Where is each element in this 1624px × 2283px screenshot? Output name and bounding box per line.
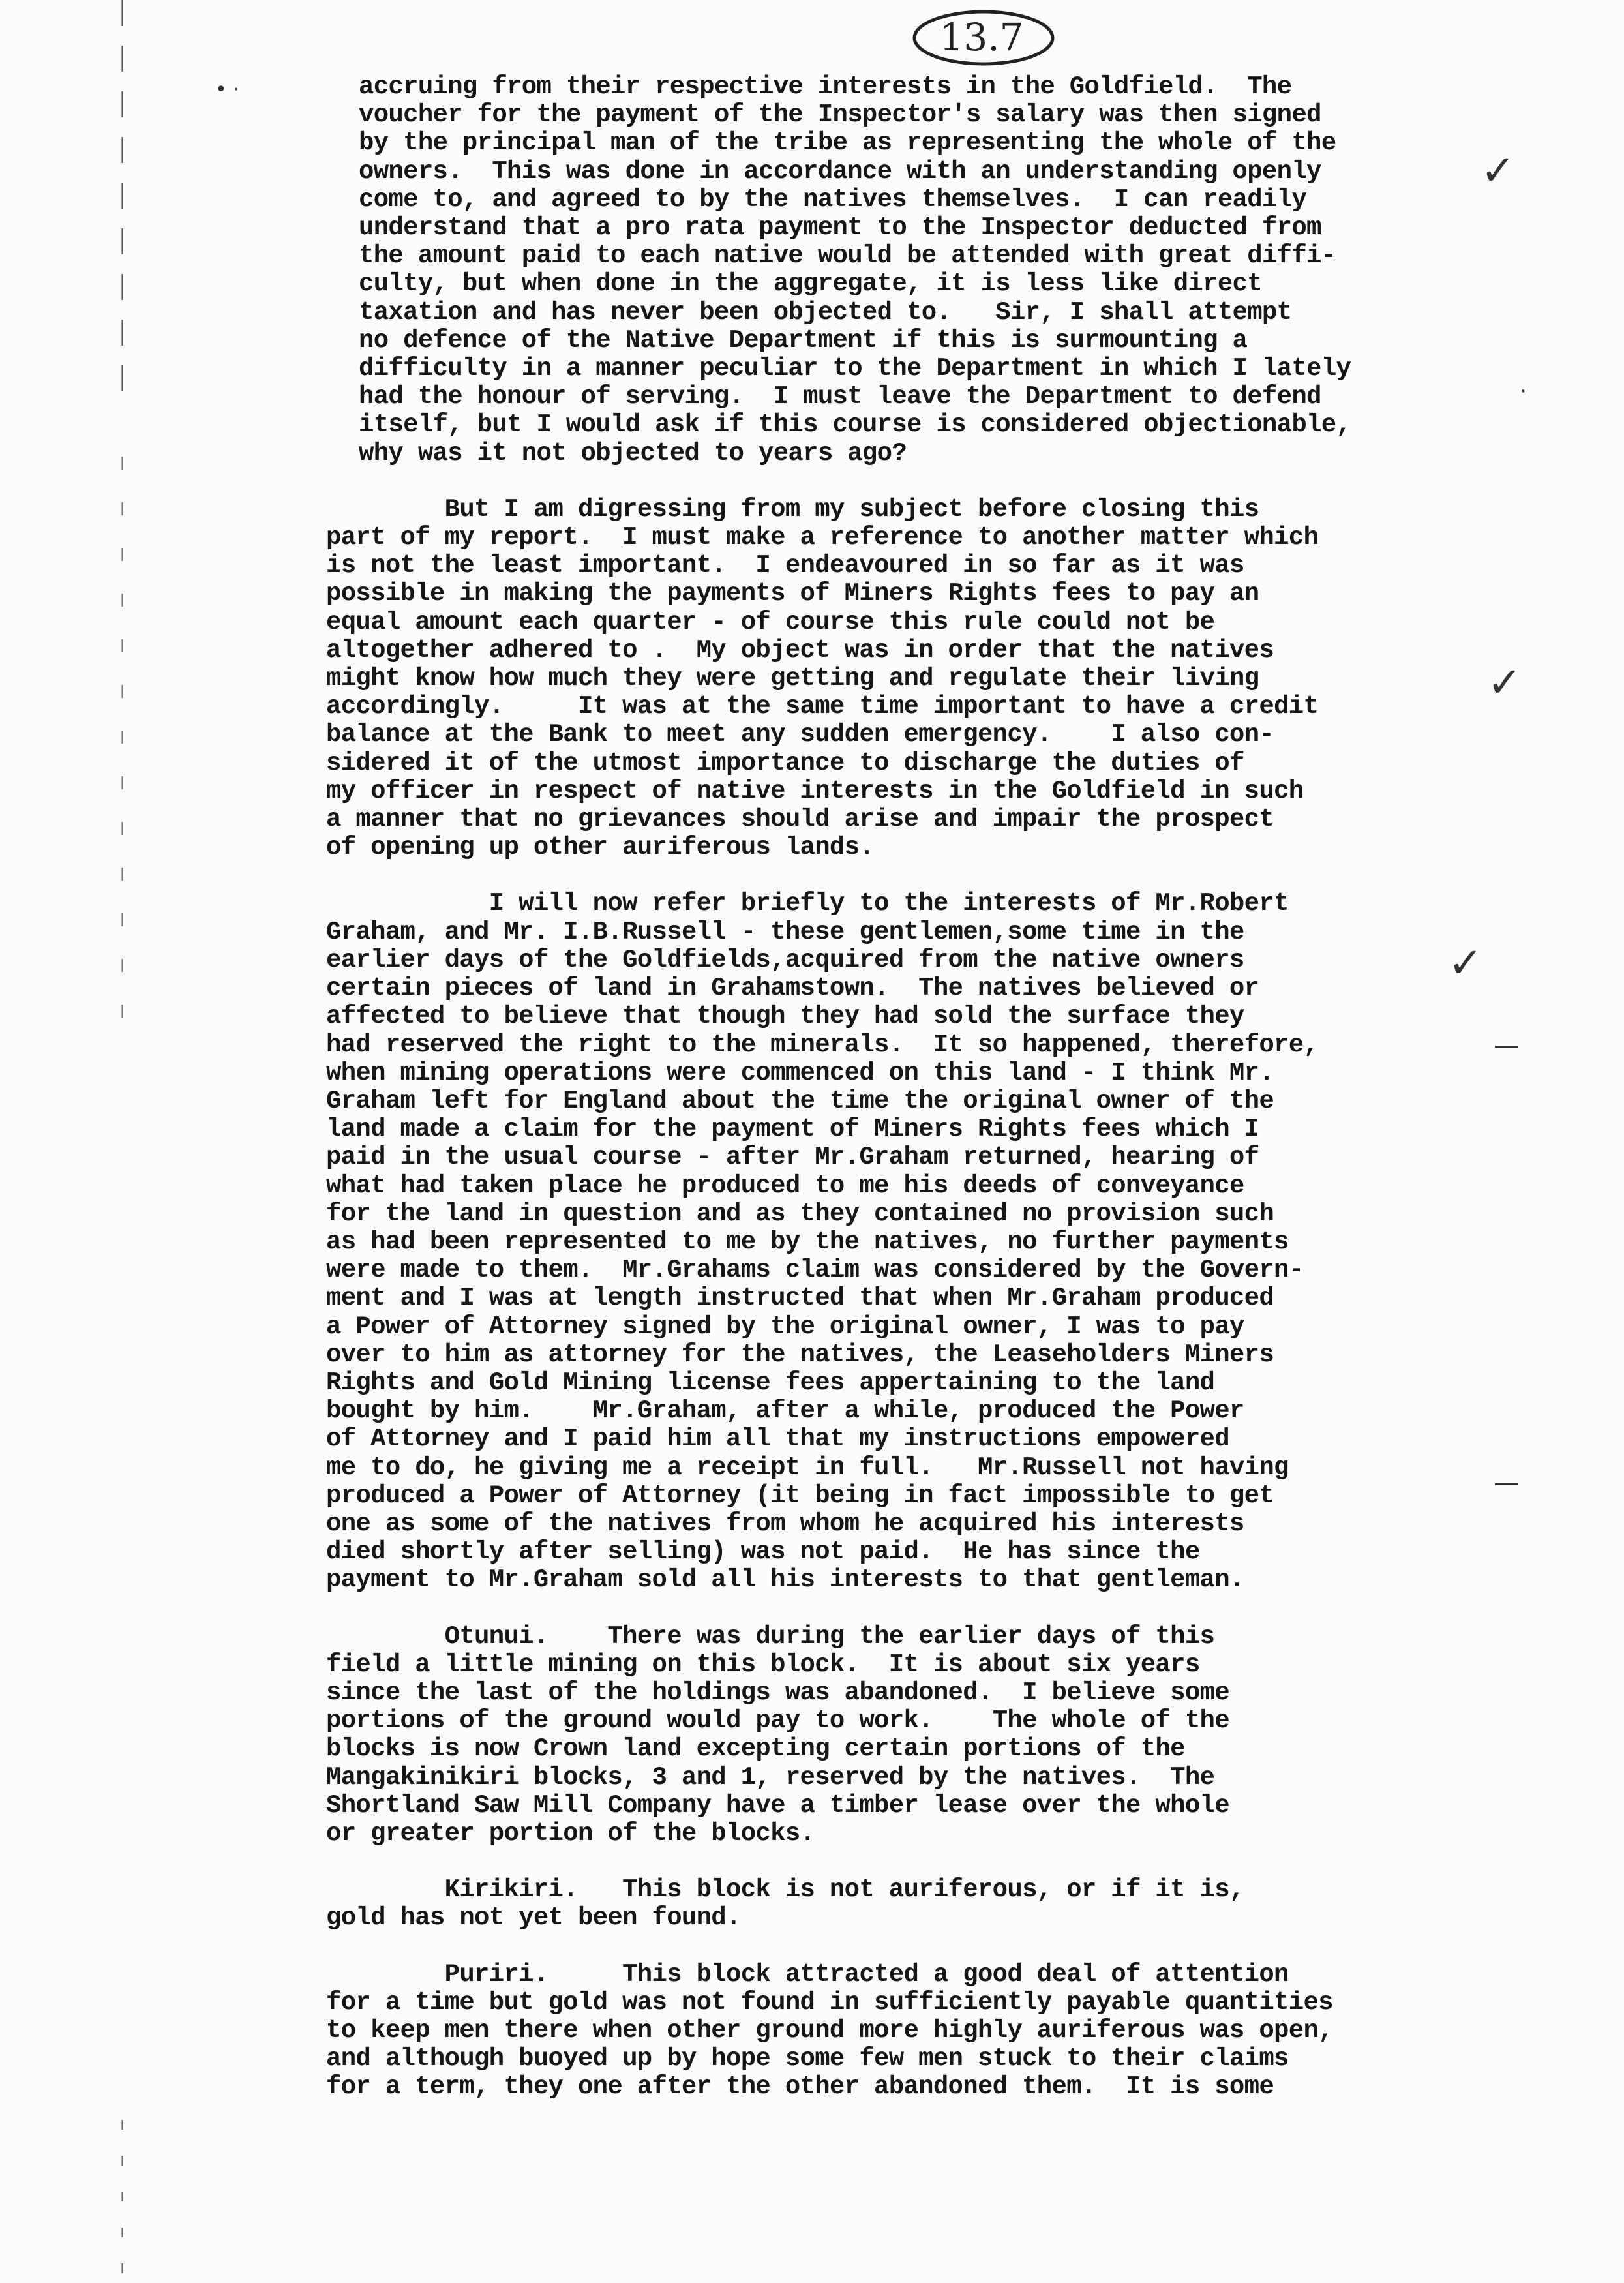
text-line: earlier days of the Goldfields,acquired from the native owners <box>326 945 1244 975</box>
text-line: Graham, and Mr. I.B.Russell - these gentlemen,some time in the <box>326 917 1244 946</box>
text-line: gold has not yet been found. <box>326 1903 741 1933</box>
text-line: for a time but gold was not found in sufficiently payable quantities <box>326 1988 1333 2017</box>
text-line: field a little mining on this block. It is about six years <box>326 1650 1200 1679</box>
text-line: affected to believe that though they had sold the surface they <box>326 1002 1244 1031</box>
text-line: owners. This was done in accordance with an understanding openly <box>359 157 1321 186</box>
text-line: over to him as attorney for the natives, the Leaseholders Miners <box>326 1340 1274 1369</box>
text-line: Shortland Saw Mill Company have a timber lease over the whole <box>326 1791 1229 1820</box>
text-line: to keep men there when other ground more highly auriferous was open, <box>326 2016 1333 2045</box>
page-edge-line <box>121 0 123 2280</box>
text-line: Mangakinikiri blocks, 3 and 1, reserved by the natives. The <box>326 1762 1215 1792</box>
text-line: sidered it of the utmost importance to discharge the duties of <box>326 748 1244 778</box>
text-line: part of my report. I must make a reference to another matter which <box>326 523 1319 552</box>
text-line: what had taken place he produced to me his deeds of conveyance <box>326 1171 1244 1200</box>
text-line: accordingly. It was at the same time important to have a credit <box>326 692 1319 721</box>
paragraph-4 <box>326 1623 1572 1849</box>
text-line: altogether adhered to . My object was in order that the natives <box>326 635 1274 665</box>
text-line: ment and I was at length instructed that when Mr.Graham produced <box>326 1284 1274 1313</box>
paragraph-3 <box>326 890 1572 1594</box>
text-line: certain pieces of land in Grahamstown. The natives believed or <box>326 974 1259 1003</box>
text-line: died shortly after selling) was not paid. He has since the <box>326 1537 1200 1567</box>
document-body <box>326 73 1572 2102</box>
margin-checkmark-2: ✓ <box>1487 659 1522 707</box>
text-line: for the land in question and as they contained no provision such <box>326 1199 1274 1228</box>
text-line: accruing from their respective interests in the Goldfield. The <box>359 72 1292 101</box>
text-line: me to do, he giving me a receipt in full. Mr.Russell not having <box>326 1453 1289 1482</box>
text-line: when mining operations were commenced on this land - I think Mr. <box>326 1058 1274 1087</box>
text-line: had reserved the right to the minerals. It so happened, therefore, <box>326 1030 1319 1059</box>
text-line: Kirikiri. This block is not auriferous, or if it is, <box>326 1875 1244 1905</box>
paragraph-5 <box>326 1876 1572 1932</box>
text-line: might know how much they were getting and regulate their living <box>326 664 1259 693</box>
text-line: equal amount each quarter - of course this rule could not be <box>326 607 1215 637</box>
text-line: portions of the ground would pay to work. The whole of the <box>326 1706 1229 1736</box>
margin-dash-2: — <box>1494 1468 1520 1498</box>
text-line: a manner that no grievances should arise and impair the prospect <box>326 805 1274 834</box>
text-line: had the honour of serving. I must leave the Department to defend <box>359 382 1321 412</box>
text-line: understand that a pro rata payment to the Inspector deducted from <box>359 213 1321 243</box>
text-line: Rights and Gold Mining license fees appertaining to the land <box>326 1368 1215 1397</box>
text-line: Graham left for England about the time the original owner of the <box>326 1086 1274 1115</box>
text-line: of Attorney and I paid him all that my instructions empowered <box>326 1425 1229 1454</box>
text-line: blocks is now Crown land excepting certain portions of the <box>326 1734 1185 1764</box>
paragraph-1 <box>359 73 1572 468</box>
text-line: as had been represented to me by the natives, no further payments <box>326 1227 1289 1256</box>
text-line: and although buoyed up by hope some few men stuck to their claims <box>326 2044 1289 2074</box>
text-line: no defence of the Native Department if this is surmounting a <box>359 325 1248 355</box>
text-line: possible in making the payments of Miners Rights fees to pay an <box>326 579 1259 609</box>
text-line: But I am digressing from my subject before closing this <box>326 494 1259 524</box>
margin-checkmark-1: ✓ <box>1481 147 1516 195</box>
margin-speck: • · <box>215 78 239 101</box>
text-line: voucher for the payment of the Inspector's salary was then signed <box>359 100 1321 130</box>
text-line: payment to Mr.Graham sold all his interests to that gentleman. <box>326 1565 1244 1595</box>
text-line: paid in the usual course - after Mr.Graham returned, hearing of <box>326 1143 1259 1172</box>
text-line: taxation and has never been objected to. Sir, I shall attempt <box>359 297 1292 327</box>
text-line: since the last of the holdings was abandoned. I believe some <box>326 1678 1229 1707</box>
paragraph-6 <box>326 1961 1572 2102</box>
text-line: the amount paid to each native would be attended with great diffi- <box>359 241 1336 271</box>
text-line: produced a Power of Attorney (it being in fact impossible to get <box>326 1481 1274 1510</box>
text-line: why was it not objected to years ago? <box>359 438 907 468</box>
paragraph-2 <box>326 496 1572 862</box>
text-line: I will now refer briefly to the interests of Mr.Robert <box>326 889 1289 918</box>
text-line: of opening up other auriferous lands. <box>326 833 875 862</box>
text-line: a Power of Attorney signed by the original owner, I was to pay <box>326 1312 1244 1341</box>
text-line: difficulty in a manner peculiar to the Department in which I lately <box>359 354 1351 384</box>
text-line: Otunui. There was during the earlier days of this <box>326 1622 1215 1651</box>
page-number: 13.7 <box>939 15 1024 59</box>
text-line: my officer in respect of native interests in the Goldfield in such <box>326 776 1304 806</box>
text-line: for a term, they one after the other abandoned them. It is some <box>326 2072 1274 2102</box>
text-line: were made to them. Mr.Grahams claim was considered by the Govern- <box>326 1256 1304 1285</box>
text-line: by the principal man of the tribe as representing the whole of the <box>359 129 1336 158</box>
text-line: is not the least important. I endeavoured in so far as it was <box>326 551 1244 581</box>
text-line: balance at the Bank to meet any sudden emergency. I also con- <box>326 720 1274 749</box>
text-line: land made a claim for the payment of Miners Rights fees which I <box>326 1115 1259 1144</box>
margin-speck-2: · <box>1520 378 1527 404</box>
text-line: Puriri. This block attracted a good deal of attention <box>326 1959 1289 1989</box>
text-line: or greater portion of the blocks. <box>326 1819 815 1848</box>
margin-checkmark-3: ✓ <box>1448 939 1483 988</box>
text-line: culty, but when done in the aggregate, it is less like direct <box>359 269 1262 299</box>
margin-dash: — <box>1494 1031 1520 1061</box>
text-line: itself, but I would ask if this course is considered objectionable, <box>359 410 1351 440</box>
text-line: come to, and agreed to by the natives themselves. I can readily <box>359 185 1307 214</box>
text-line: bought by him. Mr.Graham, after a while, produced the Power <box>326 1397 1244 1426</box>
text-line: one as some of the natives from whom he acquired his interests <box>326 1509 1244 1538</box>
